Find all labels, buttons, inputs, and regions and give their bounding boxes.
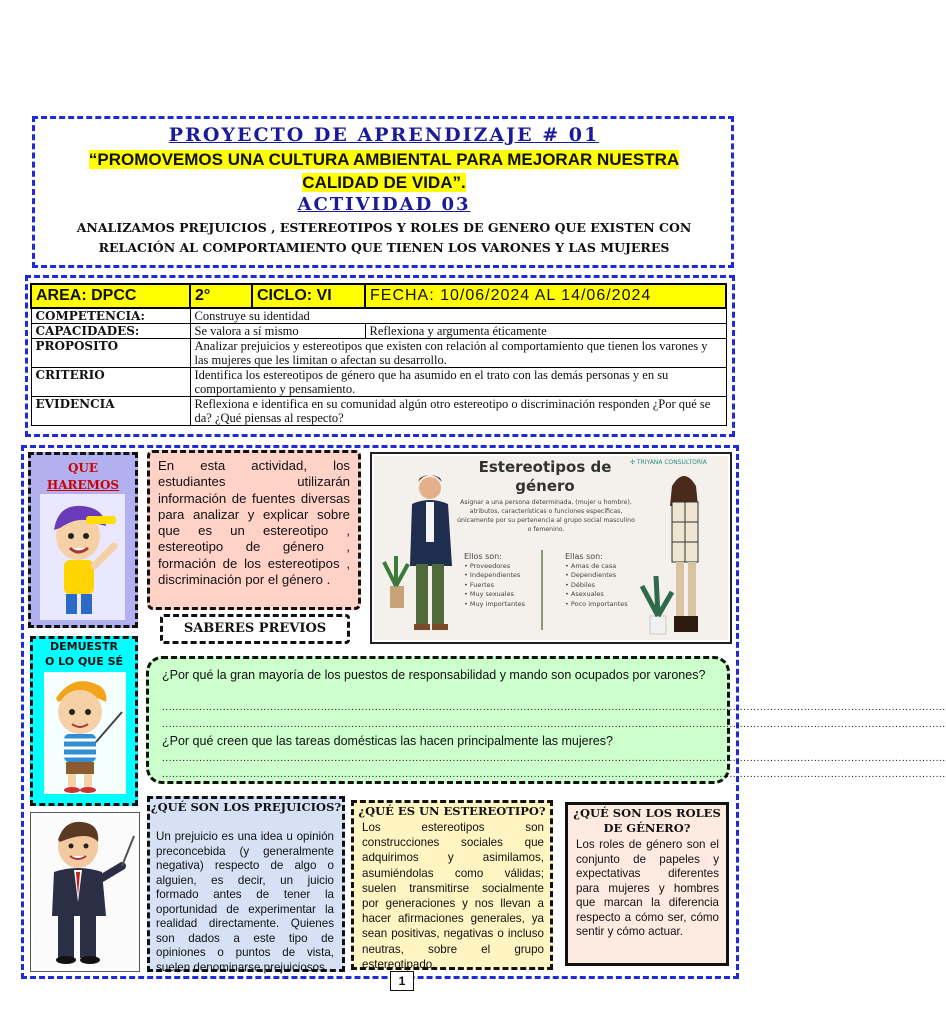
demuestro-title-line-2: O LO QUE SÉ [44, 654, 124, 668]
ellas-list [565, 551, 637, 609]
activity-title: ACTIVIDAD 03 [297, 194, 471, 215]
question-2: ¿Por qué creen que las tareas domésticas las hacen principalmente las mujeres? [162, 734, 613, 748]
activity-description: En esta actividad, los estudiantes utilizarán información de fuentes diversas para analizar y explicar sobre que es un estereotipo , estereotipo de género , formación de los estereotipos , discriminación por el género . [158, 458, 350, 588]
list-item: • Amas de casa [565, 562, 617, 570]
info-table [30, 283, 727, 426]
list-item: • Débiles [565, 580, 596, 589]
proposito-label: PROPOSITO [31, 339, 190, 368]
list-item-text: Amas de casa [570, 562, 617, 570]
list-item: • Muy sexuales [464, 590, 514, 599]
project-title: PROYECTO DE APRENDIZAJE # 01 [168, 124, 600, 146]
ellas-title: Ellas son: [565, 552, 603, 561]
answer-line: ........................................................................................................................................................................................................................................ [162, 753, 946, 764]
estereotipo-text: Los estereotipos son construcciones sociales que adquirimos y asimilamos, asumiéndolas como válidas; suelen transmitirse socialmente por generaciones y nos llevan a hacer afirmaciones generales, ya sean positivas, negativas o incluso neutras, sobre el grupo estereotipado. [362, 821, 544, 971]
area-cell: AREA: DPCC [31, 284, 190, 308]
list-item: • Proveedores [464, 562, 511, 570]
list-item-text: Fuertes [469, 580, 495, 589]
quote-line-2: CALIDAD DE VIDA”. [302, 173, 466, 192]
proposito-value: Analizar prejuicios y estereotipos que existen con relación al comportamiento que tienen los varones y las mujeres que les limitan o afectan su desarrollo. [190, 339, 726, 368]
list-item-text: Dependientes [570, 571, 617, 580]
competencia-label: COMPETENCIA: [31, 308, 190, 324]
capacidad-2: Reflexiona y argumenta éticamente [365, 324, 726, 339]
fecha-cell: FECHA: 10/06/2024 AL 14/06/2024 [365, 284, 726, 308]
que-haremos-title [28, 460, 138, 494]
saberes-previos-label: SABERES PREVIOS [160, 614, 350, 644]
list-item-text: Muy importantes [469, 599, 526, 608]
criterio-label: CRITERIO [31, 368, 190, 397]
infographic-divider [541, 550, 543, 630]
prejuicios-title: ¿QUÉ SON LOS PREJUICIOS? [150, 800, 342, 814]
quote-line-1: “PROMOVEMOS UNA CULTURA AMBIENTAL PARA MEJORAR NUESTRA [88, 150, 680, 169]
roles-title: ¿QUÉ SON LOS ROLES DE GÉNERO? [573, 806, 721, 835]
teacher-illustration [34, 816, 136, 968]
boy-with-pointer-illustration [44, 672, 126, 794]
roles-text: Los roles de género son el conjunto de papeles y expectativas diferentes para mujeres y hombres que marcan la diferencia respecto a cómo ser, cómo sentir y cómo actuar. [576, 838, 719, 938]
ciclo-cell: CICLO: VI [252, 284, 365, 308]
table-row [31, 368, 726, 397]
infographic-title [470, 458, 620, 496]
infographic-brand: ✣ TRIYANA CONSULTORÍA [630, 459, 707, 466]
prejuicios-text: Un prejuicio es una idea u opinión preconcebida (y generalmente negativa) respecto de algo o alguien, es decir, un juicio formado antes de tener la oportunidad de experimentar la realidad directamente. Quienes son dados a este tipo de opiniones o puntos de vista, suelen denominarse prejuiciosos. [156, 830, 334, 974]
table-row [31, 339, 726, 368]
page-number: 1 [390, 971, 414, 991]
evidencia-value: Reflexiona e identifica en su comunidad algún otro estereotipo o discriminación responden ¿Por qué se da? ¿Qué piensas al respecto? [190, 397, 726, 426]
capacidad-1: Se valora a sí mismo [190, 324, 365, 339]
list-item: • Independientes [464, 571, 521, 580]
grade-cell: 2° [190, 284, 252, 308]
list-item-text: Poco importantes [570, 599, 628, 608]
table-row [31, 308, 726, 324]
demuestro-title-line-1: DEMUESTR [50, 640, 118, 653]
table-row [31, 324, 726, 339]
ellos-list [464, 551, 536, 609]
list-item: • Dependientes [565, 571, 617, 580]
infographic-title-line-2: género [515, 477, 575, 495]
que-haremos-title-line-1: QUE [67, 461, 99, 475]
evidencia-label: EVIDENCIA [31, 397, 190, 426]
list-item-text: Asexuales [570, 590, 604, 599]
infographic-title-line-1: Estereotipos de [478, 458, 612, 476]
list-item: • Fuertes [464, 580, 495, 589]
capacidades-label: CAPACIDADES: [31, 324, 190, 339]
list-item: • Poco importantes [565, 599, 628, 608]
list-item-text: Muy sexuales [469, 590, 514, 599]
competencia-value: Construye su identidad [190, 308, 726, 324]
table-row [31, 397, 726, 426]
answer-line: ........................................................................................................................................................................................................................................ [162, 769, 946, 780]
estereotipo-title: ¿QUÉ ES UN ESTEREOTIPO? [358, 804, 546, 818]
project-quote [34, 148, 734, 194]
subheading-line-2: RELACIÓN AL COMPORTAMIENTO QUE TIENEN LOS VARONES Y LAS MUJERES [98, 240, 670, 255]
list-item-text: Débiles [570, 580, 596, 589]
question-1: ¿Por qué la gran mayoría de los puestos de responsabilidad y mando son ocupados por varones? [162, 668, 706, 682]
list-item: • Muy importantes [464, 599, 526, 608]
ellos-title: Ellos son: [464, 552, 502, 561]
list-item-text: Independientes [469, 571, 521, 580]
answer-line: ........................................................................................................................................................................................................................................ [162, 702, 946, 713]
que-haremos-title-line-2: HAREMOS [46, 478, 120, 492]
criterio-value: Identifica los estereotipos de género que ha asumido en el trato con las demás personas y en su comportamiento y pensamiento. [190, 368, 726, 397]
boy-pointing-illustration [40, 494, 125, 620]
list-item-text: Proveedores [469, 562, 511, 570]
subheading-line-1: ANALIZAMOS PREJUICIOS , ESTEREOTIPOS Y ROLES DE GENERO QUE EXISTEN CON [76, 220, 692, 235]
answer-line: ........................................................................................................................................................................................................................................ [162, 719, 946, 730]
list-item: • Asexuales [565, 590, 604, 599]
info-header-row [31, 284, 726, 308]
activity-subheading [34, 218, 734, 258]
infographic-description: Asignar a una persona determinada, (mujer u hombre), atributos, características o funciones específicas, únicamente por su pertenencia al grupo social masculino o femenino. [457, 499, 635, 533]
demuestro-title [30, 640, 138, 669]
